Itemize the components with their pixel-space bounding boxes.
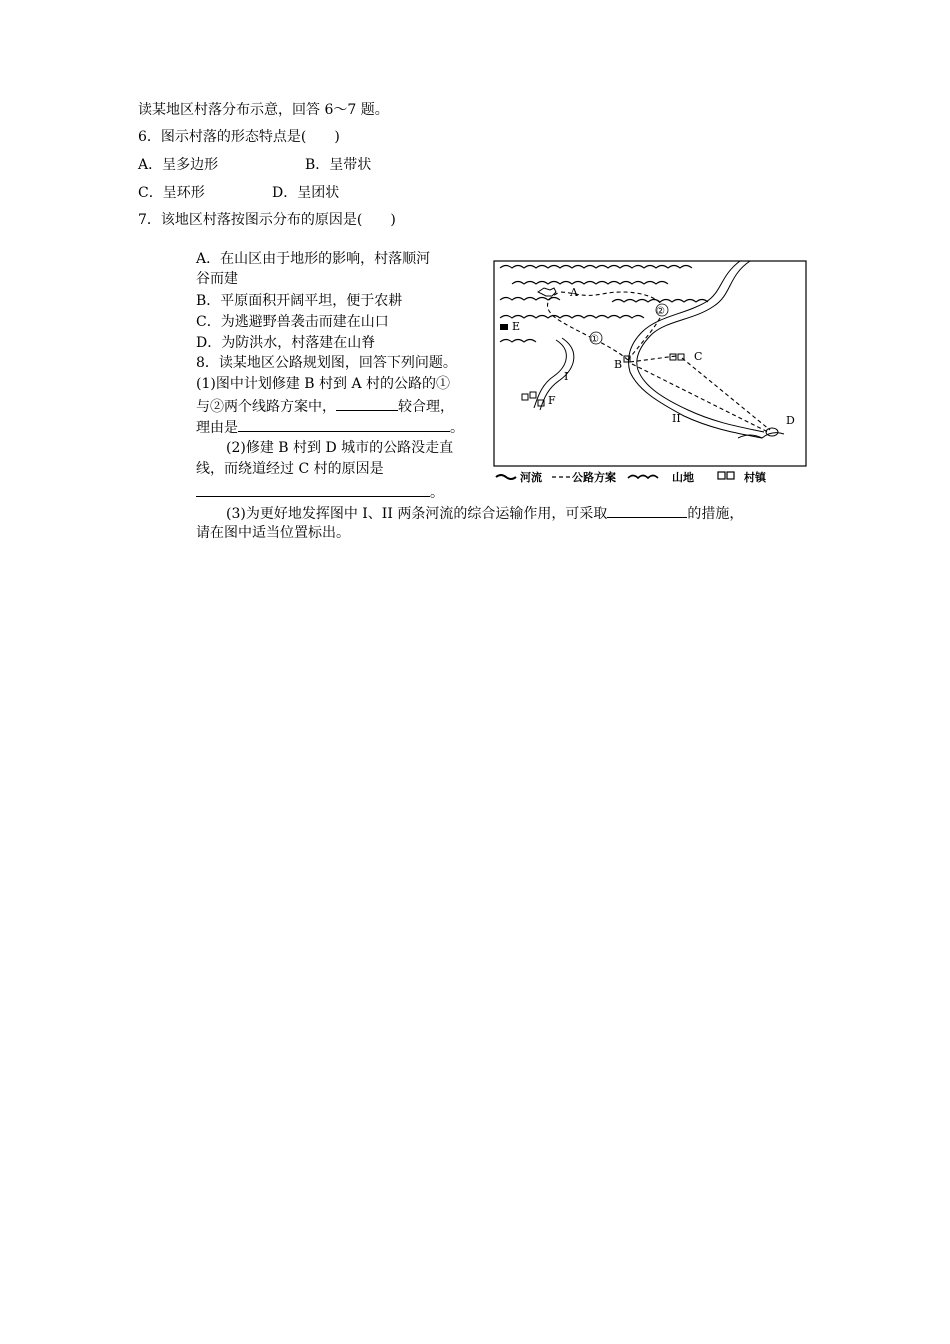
q6-option-b: B．呈带状 [305,157,372,173]
q8-reason-end: 。 [450,420,464,436]
town-e-symbol [500,324,508,330]
q8-part3-line2: 请在图中适当位置标出。 [196,525,350,541]
q7-option-c: C．为逃避野兽袭击而建在山口 [196,314,389,330]
q8-part3-line1 [226,503,743,523]
legend-river: 河流 [520,471,542,484]
map-legend [496,470,767,484]
legend-village: 村镇 [744,471,766,484]
q8-stem: 8．读某地区公路规划图，回答下列问题。 [196,355,457,371]
q7-stem: 7．该地区村落按图示分布的原因是( ) [138,212,396,228]
intro-text: 读某地区村落分布示意，回答 6～7 题。 [138,102,389,118]
label-a: A [570,286,578,299]
q8-part1-text: 与②两个线路方案中， [196,399,336,415]
label-d: D [786,414,795,427]
q8-part3-text: (3)为更好地发挥图中 I、II 两条河流的综合运输作用，可采取 [226,506,608,522]
road-planning-map [492,258,810,490]
answer-blank-measure[interactable] [607,503,687,518]
q8-reason-label: 理由是 [196,420,238,436]
q8-part2-line3 [196,482,444,502]
answer-blank-route[interactable] [336,396,398,411]
label-f: F [548,394,556,407]
q8-part1-line3 [196,417,464,437]
q7-option-d: D．为防洪水，村落建在山脊 [196,335,376,351]
route1-label: ① [590,334,599,345]
river-ii-label: II [672,412,681,425]
q6-option-c: C．呈环形 [138,185,205,201]
answer-blank-reason[interactable] [238,417,450,432]
q8-part2-end: 。 [430,485,444,501]
q6-stem: 6．图示村落的形态特点是( ) [138,129,340,145]
q8-part3-suffix: 的措施， [687,506,744,522]
q8-part2-line1: (2)修建 B 村到 D 城市的公路没走直 [226,440,454,456]
map-frame [494,261,806,466]
q7-option-b: B．平原面积开阔平坦，便于农耕 [196,293,403,309]
river-i-label: I [564,370,569,383]
q8-part2-line2: 线，而绕道经过 C 村的原因是 [196,461,384,477]
label-e: E [512,320,521,333]
label-c: C [694,350,703,363]
answer-blank-detour[interactable] [196,482,430,497]
q8-part1-line1: (1)图中计划修建 B 村到 A 村的公路的① [196,376,451,392]
route2-label: ② [656,306,665,317]
q6-option-d: D．呈团状 [272,185,340,201]
legend-road: 公路方案 [572,471,616,484]
q8-part1-line2 [196,396,454,416]
q7-option-a: A．在山区由于地形的影响，村落顺河 [196,251,431,267]
q6-option-a: A．呈多边形 [138,157,219,173]
q8-part1-suffix: 较合理， [398,399,454,415]
q7-option-a-cont: 谷而建 [196,271,238,287]
legend-mountain: 山地 [672,471,694,484]
label-b: B [614,358,623,371]
